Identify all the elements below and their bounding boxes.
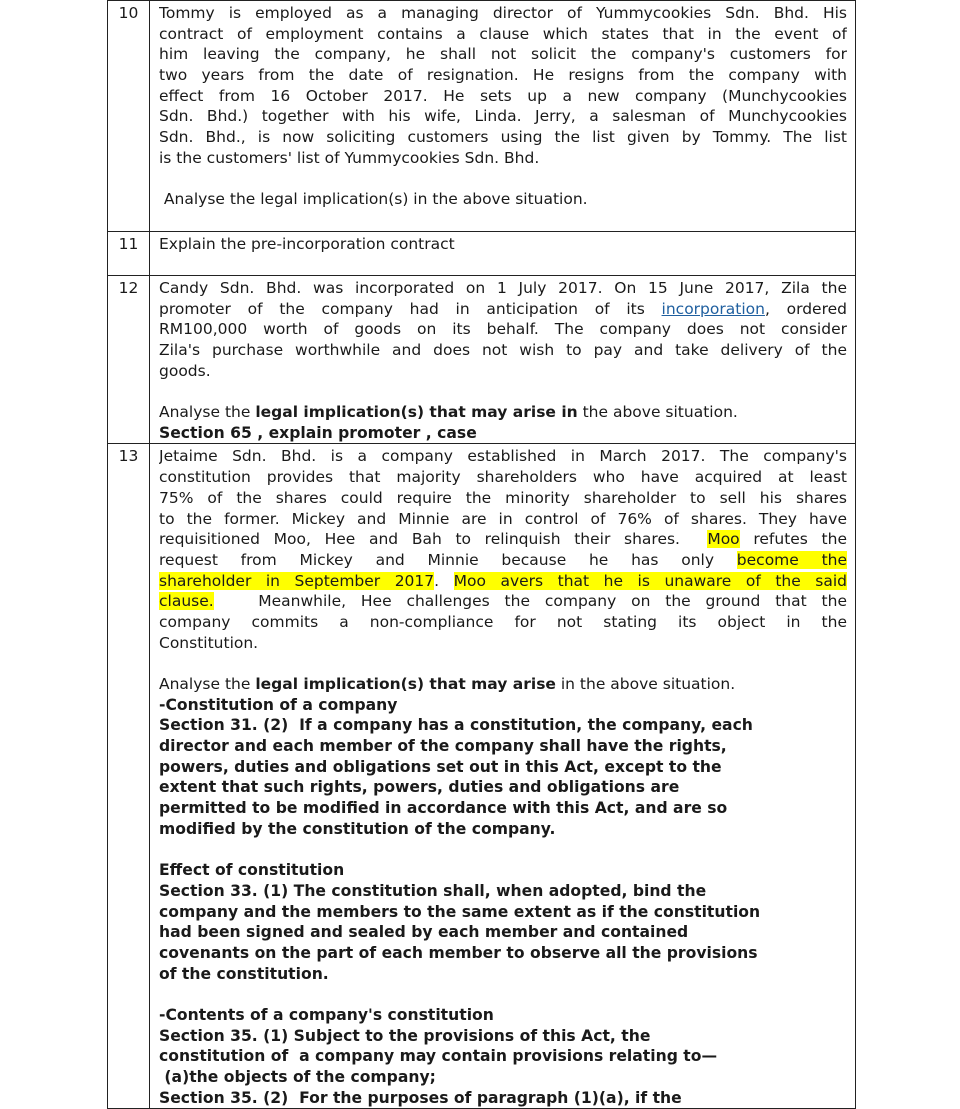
text-line: powers, duties and obligations set out in this Act, except to the	[159, 757, 722, 776]
text-line: director and each member of the company shall have the rights,	[159, 737, 727, 756]
text-line: constitution of a company may contain provisions relating to—	[159, 1047, 718, 1066]
text-line: goods.	[159, 361, 211, 380]
question-text	[150, 444, 856, 1109]
text-line: Sdn. Bhd.) together with his wife, Linda. Jerry, a salesman of Munchycookies	[159, 107, 847, 126]
highlighted-text: shareholder in September 2017	[159, 571, 435, 590]
text-line: of the constitution.	[159, 964, 329, 983]
text-line: (a)the objects of the company;	[159, 1068, 436, 1087]
text-line: 75% of the shares could require the minority shareholder to sell his shares	[159, 488, 847, 507]
text-line: Section 65 , explain promoter , case	[159, 423, 477, 442]
text-line: -Constitution of a company	[159, 695, 398, 714]
text-line: constitution provides that majority shareholders who have acquired at least	[159, 468, 847, 487]
highlighted-text: become the	[736, 550, 847, 569]
text-line: Zila's purchase worthwhile and does not wish to pay and take delivery of the	[159, 341, 847, 359]
text-line	[159, 840, 847, 861]
text-line: Section 35. (2) For the purposes of paragraph (1)(a), if the	[159, 1088, 682, 1107]
text-segment: Meanwhile, Hee challenges the company on the ground that the	[213, 592, 847, 611]
highlighted-text: Moo avers that he is unaware of the said	[453, 571, 847, 590]
question-text	[150, 1, 856, 232]
text-line: modified by the constitution of the company.	[159, 819, 556, 838]
highlighted-text: Moo	[707, 530, 740, 549]
text-line: to the former. Mickey and Minnie are in control of 76% of shares. They have	[159, 509, 847, 528]
text-line: Effect of constitution	[159, 861, 345, 880]
question-row	[108, 1, 856, 232]
text-segment: requisitioned Moo, Hee and Bah to relinquish their shares.	[159, 530, 708, 549]
hyperlink[interactable]: incorporation	[661, 299, 765, 318]
text-line	[159, 254, 847, 275]
text-segment: .	[434, 571, 454, 590]
text-line: Candy Sdn. Bhd. was incorporated on 1 July 2017. On 15 June 2017, Zila the	[159, 278, 847, 297]
text-line	[159, 674, 847, 695]
text-segment: Analyse the	[159, 403, 256, 422]
text-line	[159, 299, 847, 320]
text-segment: legal implication(s) that may arise in	[255, 403, 578, 422]
text-segment: the above situation.	[577, 403, 738, 422]
text-line: contract of employment contains a clause which states that in the event of	[159, 24, 847, 43]
question-row	[108, 444, 856, 1109]
text-line	[159, 653, 847, 674]
text-line	[159, 529, 847, 550]
text-line: Tommy is employed as a managing director of Yummycookies Sdn. Bhd. His	[159, 4, 847, 22]
text-line: Explain the pre-incorporation contract	[159, 234, 455, 253]
text-line: Jetaime Sdn. Bhd. is a company established in March 2017. The company's	[159, 447, 847, 466]
text-line	[159, 550, 847, 571]
text-line: is the customers' list of Yummycookies Sdn. Bhd.	[159, 148, 540, 167]
text-line: had been signed and sealed by each member and contained	[159, 923, 689, 942]
text-segment: refutes the	[739, 530, 847, 549]
text-segment: in the above situation.	[555, 675, 736, 693]
text-line: company and the members to the same extent as if the constitution	[159, 902, 761, 921]
text-segment: Analyse the	[159, 675, 256, 693]
text-line: RM100,000 worth of goods on its behalf. The company does not consider	[159, 320, 847, 339]
text-line	[159, 402, 847, 423]
text-line: effect from 16 October 2017. He sets up a new company (Munchycookies	[159, 86, 847, 105]
text-segment: legal implication(s) that may arise	[255, 675, 556, 693]
text-line	[159, 591, 847, 612]
text-segment: promoter of the company had in anticipation of its	[159, 299, 662, 318]
text-line: Analyse the legal implication(s) in the above situation.	[159, 190, 588, 209]
text-line: Section 35. (1) Subject to the provisions of this Act, the	[159, 1026, 651, 1045]
questions-table-body	[108, 1, 856, 1109]
text-line	[159, 169, 847, 190]
question-number: 12	[108, 275, 150, 444]
question-text	[150, 275, 856, 444]
highlighted-text: clause.	[159, 592, 214, 611]
text-line: Section 33. (1) The constitution shall, when adopted, bind the	[159, 881, 707, 900]
text-line: two years from the date of resignation. He resigns from the company with	[159, 66, 847, 85]
text-segment: , ordered	[764, 299, 847, 318]
text-line: him leaving the company, he shall not solicit the company's customers for	[159, 45, 847, 64]
question-number: 13	[108, 444, 150, 1109]
text-line: extent that such rights, powers, duties and obligations are	[159, 778, 680, 797]
question-row	[108, 231, 856, 275]
text-line: company commits a non-compliance for not stating its object in the	[159, 612, 847, 631]
text-line	[159, 210, 847, 231]
question-text	[150, 231, 856, 275]
question-row	[108, 275, 856, 444]
question-number: 10	[108, 1, 150, 232]
text-line: Sdn. Bhd., is now soliciting customers using the list given by Tommy. The list	[159, 128, 847, 147]
text-line	[159, 381, 847, 402]
text-line: Section 31. (2) If a company has a constitution, the company, each	[159, 716, 753, 735]
text-line: covenants on the part of each member to observe all the provisions	[159, 943, 758, 962]
text-line	[159, 984, 847, 1005]
text-line: -Contents of a company's constitution	[159, 1006, 494, 1024]
text-segment: request from Mickey and Minnie because he has only	[159, 550, 737, 569]
question-number: 11	[108, 231, 150, 275]
text-line: Constitution.	[159, 633, 259, 652]
text-line	[159, 571, 847, 592]
text-line: permitted to be modified in accordance with this Act, and are so	[159, 799, 728, 818]
questions-table	[107, 0, 856, 1109]
